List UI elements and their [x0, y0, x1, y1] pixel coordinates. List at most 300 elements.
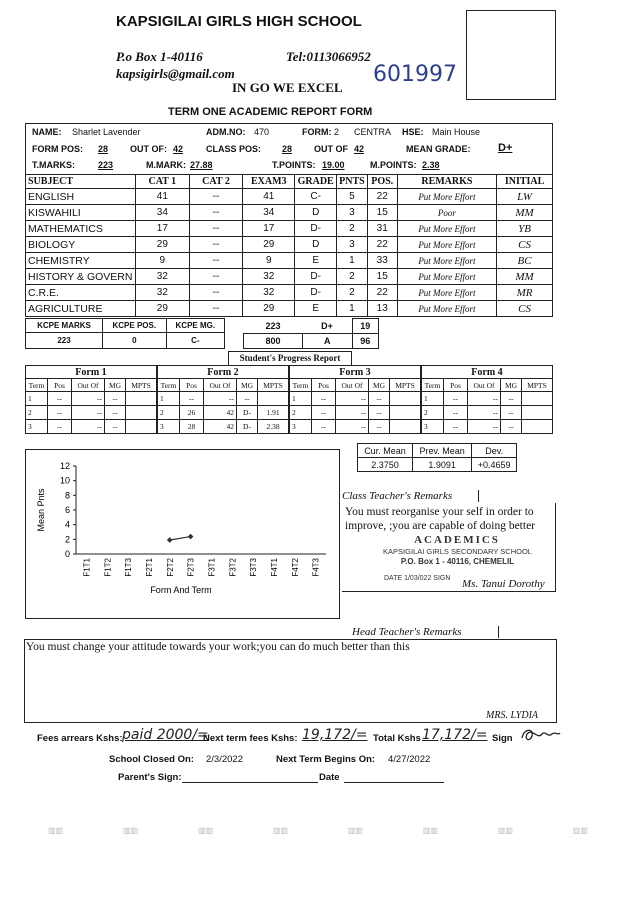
progress-cell: 3: [422, 420, 444, 434]
form-label: FORM:: [302, 127, 332, 137]
initial: MM: [497, 205, 553, 221]
form-pos-label: FORM POS:: [32, 144, 83, 154]
mean-grade: D+: [498, 142, 513, 154]
form-value: 2: [334, 127, 340, 137]
progress-cell: --: [105, 392, 126, 406]
progress-cell: --: [72, 420, 105, 434]
remark: Put More Effort: [397, 237, 496, 253]
points: 1: [337, 301, 368, 317]
telephone: Tel:0113066952: [286, 49, 371, 64]
subject-name: BIOLOGY: [26, 237, 136, 253]
progress-row: [290, 406, 421, 420]
initial: BC: [497, 253, 553, 269]
kcpe-marks-header: KCPE MARKS: [26, 319, 103, 333]
progress-cell: 1: [422, 392, 444, 406]
out-of: 42: [173, 144, 184, 154]
progress-cell: --: [336, 406, 369, 420]
initial: MR: [497, 285, 553, 301]
progress-col-header: Term: [422, 379, 444, 392]
progress-cell: 3: [158, 420, 180, 434]
progress-col-header: Pos: [48, 379, 72, 392]
class-pos: 28: [282, 144, 293, 154]
data-point: [167, 537, 173, 543]
progress-cell: [126, 406, 157, 420]
report-title: TERM ONE ACADEMIC REPORT FORM: [168, 106, 373, 118]
x-tick-label: F4T1: [269, 558, 279, 577]
progress-cell: [522, 406, 553, 420]
closed-date: 2/3/2022: [206, 754, 243, 765]
fees-arrears: paid 2000/=: [122, 727, 209, 743]
points: 3: [337, 237, 368, 253]
max-points: 96: [352, 334, 379, 349]
kcpe-mg: C-: [166, 333, 224, 349]
progress-cell: --: [468, 392, 501, 406]
exam3: 32: [243, 269, 295, 285]
exam3: 17: [243, 221, 295, 237]
progress-cell: --: [336, 392, 369, 406]
grade: D-: [295, 285, 337, 301]
grade: D-: [295, 269, 337, 285]
cat2: --: [189, 269, 243, 285]
mpoints: 2.38: [422, 160, 440, 170]
progress-cell: 1: [158, 392, 180, 406]
progress-cell: --: [204, 392, 237, 406]
progress-cell: 2: [290, 406, 312, 420]
remark: Put More Effort: [397, 285, 496, 301]
x-tick-label: F3T3: [249, 558, 259, 577]
progress-form-label: Form 2: [158, 366, 289, 379]
total-points: 19: [352, 319, 379, 334]
progress-form-label: Form 1: [26, 366, 157, 379]
closed-label: School Closed On:: [109, 754, 194, 765]
progress-cell: --: [105, 420, 126, 434]
progress-cell: 1: [26, 392, 48, 406]
mmark-label: M.MARK:: [146, 160, 186, 170]
progress-cell: --: [72, 392, 105, 406]
cat1: 32: [135, 285, 189, 301]
progress-row: [26, 392, 157, 406]
progress-col-header: MG: [369, 379, 390, 392]
progress-row: [26, 406, 157, 420]
subject-row: [26, 253, 553, 269]
exam3: 9: [243, 253, 295, 269]
remark: Put More Effort: [397, 189, 496, 205]
grade: C-: [295, 189, 337, 205]
exam3: 34: [243, 205, 295, 221]
tmarks: 223: [98, 160, 114, 170]
stamp-box: P.O. Box 1 - 40116, CHEMELIL: [400, 557, 515, 566]
progress-col-header: Out Of: [468, 379, 501, 392]
exam3: 32: [243, 285, 295, 301]
grade: E: [295, 253, 337, 269]
subject-row: [26, 301, 553, 317]
student-name: Sharlet Lavender: [72, 127, 141, 137]
cur-mean-header: Cur. Mean: [358, 444, 413, 458]
progress-row: [290, 420, 421, 434]
y-tick-label: 8: [64, 490, 70, 501]
remark: Poor: [397, 205, 496, 221]
subject-row: [26, 237, 553, 253]
subject-row: [26, 221, 553, 237]
tpoints: 19.00: [322, 160, 345, 170]
scan-noise: ▥▥ ▥▥ ▥▥ ▥▥ ▥▥ ▥▥ ▥▥ ▥▥: [48, 826, 588, 835]
progress-form-label: Form 3: [290, 366, 421, 379]
tmarks-label: T.MARKS:: [32, 160, 75, 170]
cat1: 34: [135, 205, 189, 221]
totals-table: [243, 318, 379, 349]
grade: D-: [295, 221, 337, 237]
progress-cell: --: [444, 406, 468, 420]
progress-cell: 2.38: [258, 420, 289, 434]
progress-cell: 1.91: [258, 406, 289, 420]
cat1: 29: [135, 301, 189, 317]
stamp-title: ACADEMICS: [414, 534, 500, 546]
initial: YB: [497, 221, 553, 237]
position: 22: [367, 237, 397, 253]
progress-col-header: Out Of: [72, 379, 105, 392]
initial: MM: [497, 269, 553, 285]
progress-cell: --: [336, 420, 369, 434]
begins-label: Next Term Begins On:: [276, 754, 376, 765]
progress-cell: 42: [204, 420, 237, 434]
subject-name: KISWAHILI: [26, 205, 136, 221]
tpoints-label: T.POINTS:: [272, 160, 316, 170]
sign-label: Sign: [492, 733, 513, 744]
progress-cell: --: [369, 406, 390, 420]
next-term-fees-label: Next term fees Kshs:: [203, 733, 298, 744]
progress-col-header: Pos: [180, 379, 204, 392]
progress-row: [158, 406, 289, 420]
progress-cell: 26: [180, 406, 204, 420]
kcpe-mg-header: KCPE MG.: [166, 319, 224, 333]
progress-col-header: Term: [158, 379, 180, 392]
remark: Put More Effort: [397, 301, 496, 317]
progress-cell: 2: [26, 406, 48, 420]
cat1: 9: [135, 253, 189, 269]
total-label: Total Kshs: [373, 733, 421, 744]
fees-arrears-label: Fees arrears Kshs:: [37, 733, 123, 744]
x-axis-label: Form And Term: [150, 585, 212, 595]
y-tick-label: 12: [59, 461, 70, 471]
email: kapsigirls@gmail.com: [116, 66, 235, 81]
progress-cell: --: [48, 420, 72, 434]
hse-label: HSE:: [402, 127, 424, 137]
progress-cell: --: [369, 392, 390, 406]
progress-cell: 1: [290, 392, 312, 406]
progress-col-header: Out Of: [336, 379, 369, 392]
progress-row: [290, 392, 421, 406]
position: 22: [367, 189, 397, 205]
total-grade: D+: [321, 320, 333, 331]
progress-cell: --: [369, 420, 390, 434]
progress-cell: --: [48, 392, 72, 406]
dev: +0.4659: [472, 458, 517, 472]
progress-row: [26, 420, 157, 434]
kcpe-pos-header: KCPE POS.: [102, 319, 166, 333]
progress-cell: --: [444, 420, 468, 434]
points: 2: [337, 221, 368, 237]
initial: CS: [497, 301, 553, 317]
x-tick-label: F3T2: [228, 558, 238, 577]
mmark: 27.88: [190, 160, 213, 170]
col-remarks: REMARKS: [397, 175, 496, 189]
class-teacher-remark: You must reorganise your self in order to improve, ;you are capable of doing better: [345, 506, 535, 532]
progress-col-header: MPTS: [522, 379, 553, 392]
progress-report: [25, 365, 554, 434]
progress-form-label: Form 4: [422, 366, 553, 379]
form-pos: 28: [98, 144, 109, 154]
progress-col-header: Pos: [444, 379, 468, 392]
next-term-fees: 19,172/=: [302, 727, 368, 743]
y-tick-label: 4: [64, 519, 70, 530]
progress-col-header: MPTS: [258, 379, 289, 392]
progress-cell: --: [105, 406, 126, 420]
remark: Put More Effort: [397, 253, 496, 269]
progress-cell: --: [312, 392, 336, 406]
motto: IN GO WE EXCEL: [232, 80, 343, 95]
means-table: [357, 443, 517, 472]
y-tick-label: 2: [64, 534, 70, 545]
cat1: 32: [135, 269, 189, 285]
y-tick-label: 6: [64, 505, 70, 515]
x-tick-label: F2T2: [165, 558, 175, 577]
total-marks: 223: [265, 320, 281, 331]
points: 1: [337, 253, 368, 269]
subject-name: MATHEMATICS: [26, 221, 136, 237]
chart-svg: [26, 450, 339, 618]
cat2: --: [189, 285, 243, 301]
position: 15: [367, 269, 397, 285]
progress-cell: [522, 420, 553, 434]
progress-cell: --: [72, 406, 105, 420]
stream: CENTRA: [354, 127, 392, 137]
points: 5: [337, 189, 368, 205]
cat2: --: [189, 221, 243, 237]
progress-cell: [390, 406, 421, 420]
out-of-label: OUT OF:: [130, 144, 167, 154]
progress-form-table: [157, 365, 289, 434]
house: Main House: [432, 127, 481, 137]
initial: LW: [497, 189, 553, 205]
progress-cell: --: [312, 406, 336, 420]
progress-cell: --: [468, 406, 501, 420]
col-grade: GRADE: [295, 175, 337, 189]
subject-name: C.R.E.: [26, 285, 136, 301]
grade: E: [295, 301, 337, 317]
mean-grade-label: MEAN GRADE:: [406, 144, 471, 154]
initial: CS: [497, 237, 553, 253]
x-tick-label: F4T2: [290, 558, 300, 577]
x-tick-label: F2T3: [186, 558, 196, 577]
progress-cell: 3: [290, 420, 312, 434]
position: 15: [367, 205, 397, 221]
progress-cell: 2: [158, 406, 180, 420]
progress-cell: 3: [26, 420, 48, 434]
photo-box: [466, 10, 556, 100]
subject-row: [26, 205, 553, 221]
subject-name: HISTORY & GOVERN: [26, 269, 136, 285]
progress-row: [422, 392, 553, 406]
progress-col-header: Pos: [312, 379, 336, 392]
max-marks: 800: [244, 334, 303, 349]
series-line: [170, 537, 191, 540]
subject-name: ENGLISH: [26, 189, 136, 205]
progress-chart: [25, 449, 340, 619]
x-tick-label: F4T3: [311, 558, 321, 577]
progress-cell: D-: [237, 420, 258, 434]
subject-row: [26, 189, 553, 205]
col-cat1: CAT 1: [135, 175, 189, 189]
progress-cell: [390, 420, 421, 434]
mpoints-label: M.POINTS:: [370, 160, 417, 170]
stamp-school: KAPSIGILAI GIRLS SECONDARY SCHOOL: [383, 547, 532, 556]
progress-cell: [126, 420, 157, 434]
progress-cell: --: [312, 420, 336, 434]
grade: D: [295, 205, 337, 221]
progress-cell: [390, 392, 421, 406]
progress-row: [158, 392, 289, 406]
head-teacher-remark: You must change your attitude towards your work;you can do much better than this: [26, 641, 410, 653]
remark: Put More Effort: [397, 221, 496, 237]
points: 2: [337, 269, 368, 285]
progress-cell: 28: [180, 420, 204, 434]
begins-date: 4/27/2022: [388, 754, 431, 765]
progress-cell: --: [501, 406, 522, 420]
remark: Put More Effort: [397, 269, 496, 285]
col-cat2: CAT 2: [189, 175, 243, 189]
cat1: 41: [135, 189, 189, 205]
progress-col-header: Term: [26, 379, 48, 392]
progress-col-header: MG: [105, 379, 126, 392]
progress-cell: --: [237, 392, 258, 406]
col-pnts: PNTS: [337, 175, 368, 189]
progress-col-header: MG: [501, 379, 522, 392]
x-tick-label: F2T1: [144, 558, 154, 577]
progress-col-header: Out Of: [204, 379, 237, 392]
progress-form-table: [289, 365, 421, 434]
progress-col-header: MPTS: [390, 379, 421, 392]
points: 2: [337, 285, 368, 301]
position: 13: [367, 301, 397, 317]
grade: D: [295, 237, 337, 253]
exam3: 29: [243, 301, 295, 317]
class-out-of-label: OUT OF: [314, 144, 348, 154]
kcpe-table: [25, 318, 225, 349]
cat2: --: [189, 237, 243, 253]
points: 3: [337, 205, 368, 221]
subjects-header-row: [26, 175, 553, 189]
progress-cell: --: [444, 392, 468, 406]
progress-cell: --: [180, 392, 204, 406]
x-tick-label: F1T3: [124, 558, 134, 577]
class-teacher-title: Class Teacher's Remarks: [342, 490, 479, 502]
progress-title: Student's Progress Report: [228, 351, 352, 366]
progress-cell: [522, 392, 553, 406]
subject-name: AGRICULTURE: [26, 301, 136, 317]
adm-label: ADM.NO:: [206, 127, 246, 137]
exam3: 29: [243, 237, 295, 253]
name-label: NAME:: [32, 127, 62, 137]
exam3: 41: [243, 189, 295, 205]
progress-col-header: Term: [290, 379, 312, 392]
progress-cell: 42: [204, 406, 237, 420]
parent-sign-label: Parent's Sign:: [118, 772, 182, 783]
col-subject: SUBJECT: [26, 175, 136, 189]
adm-no: 470: [254, 127, 270, 137]
progress-form-table: [421, 365, 553, 434]
progress-row: [422, 420, 553, 434]
col-initial: INITIAL: [497, 175, 553, 189]
class-pos-label: CLASS POS:: [206, 144, 262, 154]
total-fees: 17,172/=: [422, 727, 488, 743]
handwritten-number: 601997: [373, 62, 457, 87]
cat2: --: [189, 253, 243, 269]
kcpe-pos: 0: [102, 333, 166, 349]
position: 22: [367, 285, 397, 301]
col-exam3: EXAM3: [243, 175, 295, 189]
cat2: --: [189, 301, 243, 317]
subject-row: [26, 285, 553, 301]
progress-col-header: MPTS: [126, 379, 157, 392]
cat2: --: [189, 205, 243, 221]
parent-sign-line: [182, 782, 318, 783]
prev-mean: 1.9091: [412, 458, 471, 472]
progress-cell: --: [501, 392, 522, 406]
progress-cell: --: [48, 406, 72, 420]
head-teacher-title: Head Teacher's Remarks: [352, 626, 499, 638]
progress-cell: --: [501, 420, 522, 434]
progress-cell: [126, 392, 157, 406]
progress-row: [158, 420, 289, 434]
progress-cell: --: [468, 420, 501, 434]
subject-name: CHEMISTRY: [26, 253, 136, 269]
progress-cell: 2: [422, 406, 444, 420]
progress-form-table: [25, 365, 157, 434]
cat2: --: [189, 189, 243, 205]
school-name: KAPSIGILAI GIRLS HIGH SCHOOL: [116, 13, 362, 30]
kcpe-marks: 223: [26, 333, 103, 349]
head-teacher-signature: MRS. LYDIA: [486, 710, 539, 721]
x-tick-label: F3T1: [207, 558, 217, 577]
position: 31: [367, 221, 397, 237]
cur-mean: 2.3750: [358, 458, 413, 472]
col-pos: POS.: [367, 175, 397, 189]
progress-row: [422, 406, 553, 420]
stamp-date: DATE 1/03/022 SIGN: [384, 575, 451, 582]
cat1: 17: [135, 221, 189, 237]
data-point: [188, 534, 194, 540]
parent-date-label: Date: [319, 772, 340, 783]
bursar-signature: [518, 724, 562, 746]
x-tick-label: F1T2: [103, 558, 113, 577]
prev-mean-header: Prev. Mean: [412, 444, 471, 458]
cat1: 29: [135, 237, 189, 253]
parent-date-line: [344, 782, 444, 783]
y-tick-label: 0: [64, 549, 70, 559]
max-grade: A: [303, 334, 353, 349]
y-tick-label: 10: [59, 475, 70, 486]
subjects-table: [25, 174, 553, 317]
progress-col-header: MG: [237, 379, 258, 392]
progress-cell: [258, 392, 289, 406]
y-axis-label: Mean Pnts: [36, 488, 46, 532]
dev-header: Dev.: [472, 444, 517, 458]
class-teacher-signature: Ms. Tanui Dorothy: [462, 578, 545, 590]
subject-row: [26, 269, 553, 285]
position: 33: [367, 253, 397, 269]
progress-cell: D-: [237, 406, 258, 420]
x-tick-label: F1T1: [82, 558, 92, 577]
